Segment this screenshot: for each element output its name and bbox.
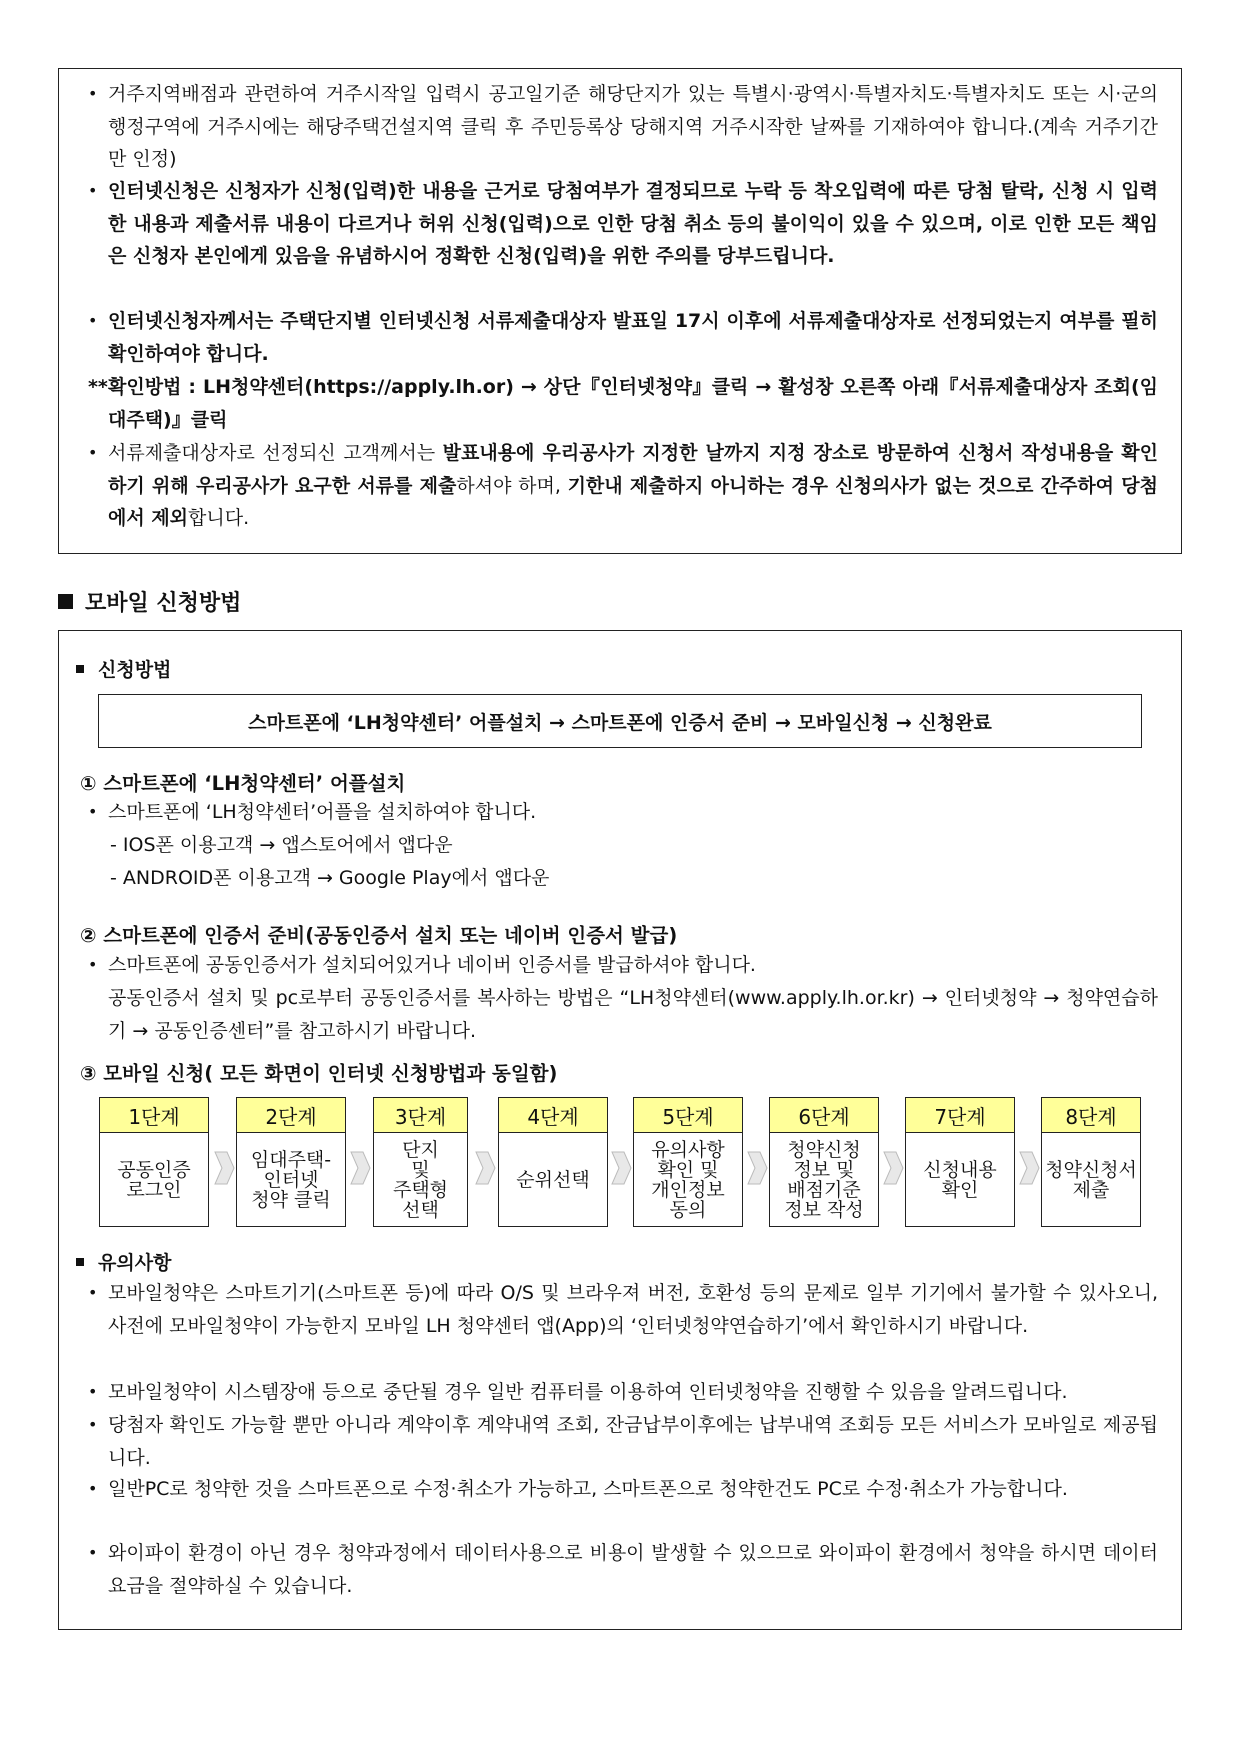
note-item: 모바일청약이 시스템장애 등으로 중단될 경우 일반 컴퓨터를 이용하여 인터넷청약을 진행할 수 있음을 알려드립니다.	[108, 1381, 1068, 1403]
stage-body: 순위선택	[516, 1169, 590, 1191]
stage-title: 4단계	[499, 1098, 607, 1133]
notice-residence: 거주지역배점과 관련하여 거주시작일 입력시 공고일기준 해당단지가 있는 특별시·광역시·특별자치도·특별자치도 또는 시·군의 행정구역에 거주시에는 해당주택건설지역 클릭 후 주민등록상 당해지역 거주시작한 날짜를 기재하여야 합니다.(계속 거주기간만 인정)	[108, 83, 1158, 170]
bullet-icon: •	[88, 1382, 98, 1401]
step1-android: - ANDROID폰 이용고객 → Google Play에서 앱다운	[110, 867, 550, 889]
bullet-icon: •	[88, 1283, 98, 1302]
stage-title: 3단계	[374, 1098, 467, 1133]
stage-3	[373, 1097, 468, 1227]
stage-4	[498, 1097, 608, 1227]
arrow-right-icon	[610, 1148, 632, 1188]
section-title	[58, 586, 241, 617]
stage-body: 유의사항 확인 및 개인정보 동의	[651, 1139, 725, 1221]
section-title-text: 모바일 신청방법	[85, 591, 242, 616]
stage-7	[905, 1097, 1015, 1227]
stage-5	[633, 1097, 743, 1227]
submission-text-c: 하셔야 하며,	[456, 474, 568, 497]
notice-check-selection: 인터넷신청자께서는 주택단지별 인터넷신청 서류제출대상자 발표일 17시 이후에 서류제출대상자로 선정되었는지 여부를 필히 확인하여야 합니다.	[108, 310, 1158, 365]
stage-1	[99, 1097, 209, 1227]
note-item: 와이파이 환경이 아닌 경우 청약과정에서 데이터사용으로 비용이 발생할 수 있으므로 와이파이 환경에서 청약을 하시면 데이터 요금을 절약하실 수 있습니다.	[108, 1542, 1158, 1597]
notes-heading-text: 유의사항	[98, 1252, 172, 1274]
stage-6	[769, 1097, 879, 1227]
double-asterisk-marker: **	[88, 376, 108, 398]
stage-body: 청약신청서 제출	[1045, 1159, 1137, 1201]
stage-body: 임대주택- 인터넷 청약 클릭	[250, 1149, 332, 1211]
arrow-right-icon	[746, 1148, 768, 1188]
step1-heading: ① 스마트폰에 ‘LH청약센터’ 어플설치	[80, 772, 406, 795]
arrow-right-icon	[474, 1148, 496, 1188]
bullet-icon: •	[88, 443, 98, 462]
stage-body: 공동인증 로그인	[117, 1159, 191, 1201]
bullet-icon: •	[88, 84, 98, 103]
bullet-icon: •	[88, 181, 98, 200]
stage-title: 6단계	[770, 1098, 878, 1133]
bullet-icon: •	[88, 1543, 98, 1562]
note-item: 일반PC로 청약한 것을 스마트폰으로 수정·취소가 가능하고, 스마트폰으로 청약한건도 PC로 수정·취소가 가능합니다.	[108, 1478, 1068, 1500]
arrow-right-icon	[882, 1148, 904, 1188]
stage-body: 청약신청 정보 및 배점기준 정보 작성	[784, 1139, 864, 1221]
method-flow: 스마트폰에 ‘LH청약센터’ 어플설치 → 스마트폰에 인증서 준비 → 모바일신청 → 신청완료	[98, 694, 1142, 748]
square-bullet-icon	[76, 1258, 84, 1266]
square-bullet-icon	[76, 665, 84, 673]
method-heading-text: 신청방법	[98, 659, 172, 681]
arrow-right-icon	[213, 1148, 235, 1188]
stage-title: 1단계	[100, 1098, 208, 1133]
step2-line2: 공동인증서 설치 및 pc로부터 공동인증서를 복사하는 방법은 “LH청약센터(www.apply.lh.or.kr) → 인터넷청약 → 청약연습하기 → 공동인증센터”를 참고하시기 바랍니다.	[108, 987, 1158, 1042]
step3-heading: ③ 모바일 신청( 모든 화면이 인터넷 신청방법과 동일함)	[80, 1062, 558, 1085]
square-bullet-icon	[58, 594, 73, 609]
bullet-icon: •	[88, 955, 98, 974]
method-heading	[76, 655, 171, 682]
submission-text-a: 서류제출대상자로 선정되신 고객께서는	[108, 442, 443, 464]
note-item: 모바일청약은 스마트기기(스마트폰 등)에 따라 O/S 및 브라우져 버전, 호환성 등의 문제로 일부 기기에서 불가할 수 있사오니, 사전에 모바일청약이 가능한지 모바일 LH 청약센터 앱(App)의 ‘인터넷청약연습하기’에서 확인하시기 바랍니다.	[108, 1282, 1158, 1337]
submission-text-e: 합니다.	[188, 507, 250, 529]
stage-title: 2단계	[237, 1098, 345, 1133]
arrow-right-icon	[349, 1148, 371, 1188]
notes-heading	[76, 1248, 171, 1275]
step2-line1: 스마트폰에 공동인증서가 설치되어있거나 네이버 인증서를 발급하셔야 합니다.	[108, 954, 756, 976]
stage-2	[236, 1097, 346, 1227]
arrow-right-icon	[1018, 1148, 1040, 1188]
stage-8	[1041, 1097, 1141, 1227]
bullet-icon: •	[88, 802, 98, 821]
bullet-icon: •	[88, 1479, 98, 1498]
stage-title: 5단계	[634, 1098, 742, 1133]
notice-check-method: 확인방법 : LH청약센터(https://apply.lh.or) → 상단『인터넷청약』클릭 → 활성창 오른쪽 아래『서류제출대상자 조회(임대주택)』클릭	[108, 376, 1158, 431]
submission-text-b: 발표내용에 우리공사가 지정한 날까지 지정 장소로 방문하여 신청서 작성내용을 확인하기 위해 우리공사가 요구한 서류를 제출	[108, 442, 1158, 497]
stage-body: 단지 및 주택형 선택	[392, 1139, 449, 1221]
step1-line1: 스마트폰에 ‘LH청약센터’어플을 설치하여야 합니다.	[108, 801, 537, 823]
note-item: 당첨자 확인도 가능할 뿐만 아니라 계약이후 계약내역 조회, 잔금납부이후에는 납부내역 조회등 모든 서비스가 모바일로 제공됩니다.	[108, 1414, 1158, 1469]
bullet-icon: •	[88, 1415, 98, 1434]
stage-title: 7단계	[906, 1098, 1014, 1133]
notice-document-submission	[108, 437, 1158, 535]
step1-ios: - IOS폰 이용고객 → 앱스토어에서 앱다운	[110, 834, 453, 856]
step2-heading: ② 스마트폰에 인증서 준비(공동인증서 설치 또는 네이버 인증서 발급)	[80, 924, 678, 947]
stage-title: 8단계	[1042, 1098, 1140, 1133]
notice-responsibility: 인터넷신청은 신청자가 신청(입력)한 내용을 근거로 당첨여부가 결정되므로 누락 등 착오입력에 따른 당첨 탈락, 신청 시 입력한 내용과 제출서류 내용이 다르거나 허위 신청(입력)으로 인한 당첨 취소 등의 불이익이 있을 수 있으며, 이로 인한 모든 책임은 신청자 본인에게 있음을 유념하시어 정확한 신청(입력)을 위한 주의를 당부드립니다.	[108, 180, 1158, 267]
bullet-icon: •	[88, 311, 98, 330]
stage-body: 신청내용 확인	[923, 1159, 997, 1201]
submission-text-d: 기한내 제출하지 아니하는 경우 신청의사가 없는 것으로 간주하여 당첨에서 제외	[108, 474, 1159, 529]
